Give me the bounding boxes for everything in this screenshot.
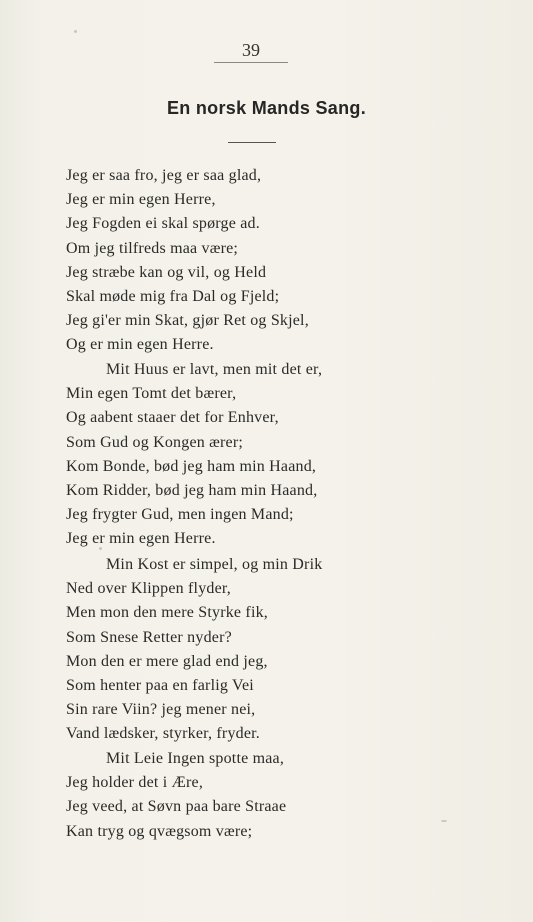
- poem-line: Min egen Tomt det bærer,: [66, 385, 237, 403]
- poem-line: Jeg frygter Gud, men ingen Mand;: [66, 506, 294, 524]
- poem-line: Og aabent staaer det for Enhver,: [66, 409, 279, 427]
- poem-line: Mon den er mere glad end jeg,: [66, 652, 268, 670]
- stanza-4: [66, 747, 426, 844]
- poem-line: Ned over Klippen flyder,: [66, 580, 231, 598]
- poem-line: Min Kost er simpel, og min Drik: [106, 556, 323, 573]
- poem-line: Jeg er min egen Herre,: [66, 191, 216, 209]
- page-number: 39: [214, 39, 288, 63]
- poem-line: Kom Ridder, bød jeg ham min Haand,: [66, 482, 318, 500]
- poem-title: En norsk Mands Sang.: [166, 98, 367, 118]
- poem-line: Vand lædsker, styrker, fryder.: [66, 725, 261, 743]
- poem-line: Jeg veed, at Søvn paa bare Straae: [66, 798, 287, 816]
- poem-line: Sin rare Viin? jeg mener nei,: [66, 701, 256, 719]
- paper-speck: [74, 30, 77, 33]
- poem-line: Jeg Fogden ei skal spørge ad.: [66, 215, 260, 233]
- poem-line: Og er min egen Herre.: [66, 336, 214, 354]
- poem-line: Men mon den mere Styrke fik,: [66, 604, 268, 622]
- poem-line: Som henter paa en farlig Vei: [66, 677, 254, 695]
- poem-line: Jeg gi'er min Skat, gjør Ret og Skjel,: [66, 312, 309, 330]
- poem-line: Som Snese Retter nyder?: [66, 628, 232, 646]
- stanza-2: [66, 358, 426, 552]
- poem-line: Jeg er saa fro, jeg er saa glad,: [66, 167, 262, 184]
- poem-line: Mit Huus er lavt, men mit det er,: [106, 361, 323, 378]
- poem-line: Om jeg tilfreds maa være;: [66, 239, 239, 257]
- stanza-1: [66, 164, 426, 358]
- poem-line: Skal møde mig fra Dal og Fjeld;: [66, 288, 280, 306]
- paper-speck: [99, 547, 102, 550]
- poem-line: Kan tryg og qvægsom være;: [66, 822, 253, 840]
- poem-line: Jeg er min egen Herre.: [66, 530, 216, 548]
- stanza-3: [66, 553, 426, 747]
- poem-line: Jeg stræbe kan og vil, og Held: [66, 263, 267, 281]
- paper-speck: [441, 820, 447, 822]
- title-divider: [228, 142, 276, 143]
- poem-line: Som Gud og Kongen ærer;: [66, 433, 244, 451]
- poem-line: Mit Leie Ingen spotte maa,: [106, 750, 285, 767]
- poem-line: Kom Bonde, bød jeg ham min Haand,: [66, 457, 317, 475]
- poem-line: Jeg holder det i Ære,: [66, 774, 204, 792]
